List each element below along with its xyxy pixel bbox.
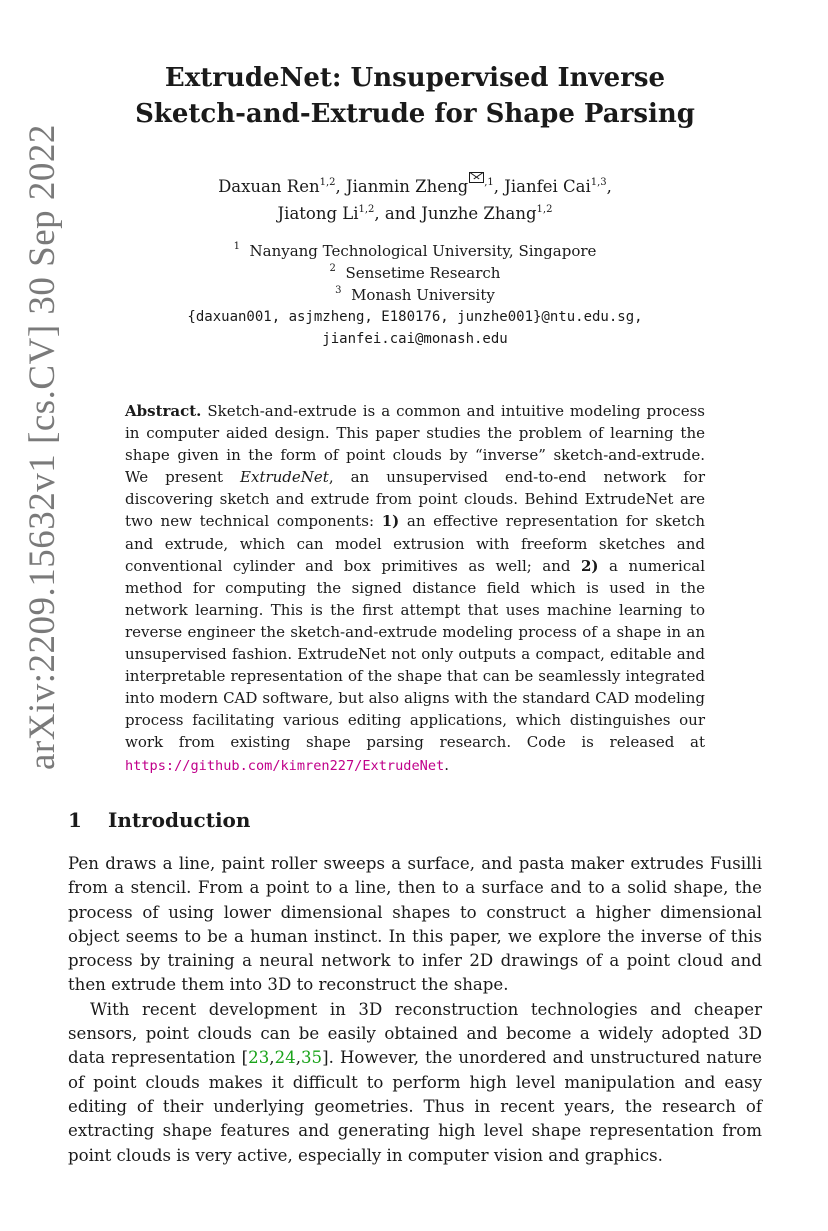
paragraph: Pen draws a line, paint roller sweeps a surface, and pasta maker extrudes Fusilli from a stencil. From a point to a line, then to a surface and to a solid shape, the process of using lower dimensional shapes to construct a higher dimensional object seems to be a human instinct. In this paper, we explore the inverse of this process by training a neural network to infer 2D drawings of a point cloud and then extrude them into 3D to reconstruct the shape. xyxy=(68,854,762,995)
author-affil-sup: ,1 xyxy=(484,177,494,188)
section-body xyxy=(68,852,762,1168)
author-list: Daxuan Ren$^{1,2}$, Jianmin Zheng $^{,1}$, Jianfei Cai$^{1,3}$, Jiatong Li$^{1,2}$, and Junzhe Zhang$^{1,2}$ xyxy=(68,172,762,227)
arxiv-identifier-text: arXiv:2209.15632v1 [cs.CV] 30 Sep 2022 xyxy=(22,124,63,770)
author-name: Jianmin Zheng xyxy=(346,177,469,196)
affiliation-item: $^3$ Monash University xyxy=(335,285,495,304)
author-connector: and xyxy=(384,204,416,223)
paper-title xyxy=(68,60,762,132)
affiliation-list xyxy=(68,240,762,350)
author-name: Jiatong Li xyxy=(277,204,359,223)
envelope-icon xyxy=(469,172,484,183)
author-affil-sup: 1,2 xyxy=(319,177,336,188)
method-name: ExtrudeNet xyxy=(240,468,329,487)
abstract: Abstract. Sketch-and-extrude is a common and intuitive modeling process in computer aided design. This paper studies the problem of learning the shape given in the form of point clouds by “inverse” sketch-and-extrude. We present ExtrudeNet, an unsupervised end-to-end network for discovering sketch and extrude from point clouds. Behind ExtrudeNet are two new technical components: 1) an effective representation for sketch and extrude, which can model extrusion with freeform sketches and conventional cylinder and box primitives as well; and 2) a numerical method for computing the signed distance field which is used in the network learning. This is the first attempt that uses machine learning to reverse engineer the sketch-and-extrude modeling process of a shape in an unsupervised fashion. ExtrudeNet not only outputs a compact, editable and interpretable representation of the shape that can be seamlessly integrated into modern CAD software, but also aligns with the standard CAD modeling process facilitating various editing applications, which distinguishes our work from existing shape parsing research. Code is released at https://github.com/kimren227/ExtrudeNet. xyxy=(125,402,705,774)
section-heading xyxy=(68,806,762,834)
affiliation-item: $^2$ Sensetime Research xyxy=(329,263,501,282)
paragraph: With recent development in 3D reconstruction technologies and cheaper sensors, point clouds can be easily obtained and become a widely adopted 3D data representation [23,24,35]. However, the unordered and unstructured nature of point clouds makes it difficult to perform high level manipulation and easy editing of their underlying geometries. Thus in recent years, the research of extracting shape features and generating high level shape representation from point clouds is very active, especially in computer vision and graphics. xyxy=(68,999,762,1165)
citation-link[interactable]: 23 xyxy=(248,1048,270,1068)
author-affil-sup: 1,2 xyxy=(358,204,375,215)
author-affil-sup: 1,3 xyxy=(590,177,607,188)
author-affil-sup: 1,2 xyxy=(536,204,553,215)
title-line-2: Sketch-and-Extrude for Shape Parsing xyxy=(135,99,695,129)
section-number: 1 xyxy=(68,808,82,832)
section-title: Introduction xyxy=(108,808,251,832)
citation-link[interactable]: 35 xyxy=(300,1048,323,1068)
author-name: Jianfei Cai xyxy=(504,177,591,196)
author-name: Junzhe Zhang xyxy=(421,204,537,223)
email-line: jianfei.cai@monash.edu xyxy=(322,331,508,347)
affiliation-item: $^1$ Nanyang Technological University, Singapore xyxy=(233,241,597,260)
author-name: Daxuan Ren xyxy=(218,177,320,196)
arxiv-identifier-stamp xyxy=(14,60,74,770)
email-line: {daxuan001, asjmzheng, E180176, junzhe001}@ntu.edu.sg, xyxy=(187,309,643,325)
title-line-1: ExtrudeNet: Unsupervised Inverse xyxy=(164,63,666,93)
code-link[interactable]: https://github.com/kimren227/ExtrudeNet xyxy=(125,757,445,774)
citation-link[interactable]: 24 xyxy=(274,1048,296,1068)
abstract-label: Abstract. xyxy=(125,402,202,420)
